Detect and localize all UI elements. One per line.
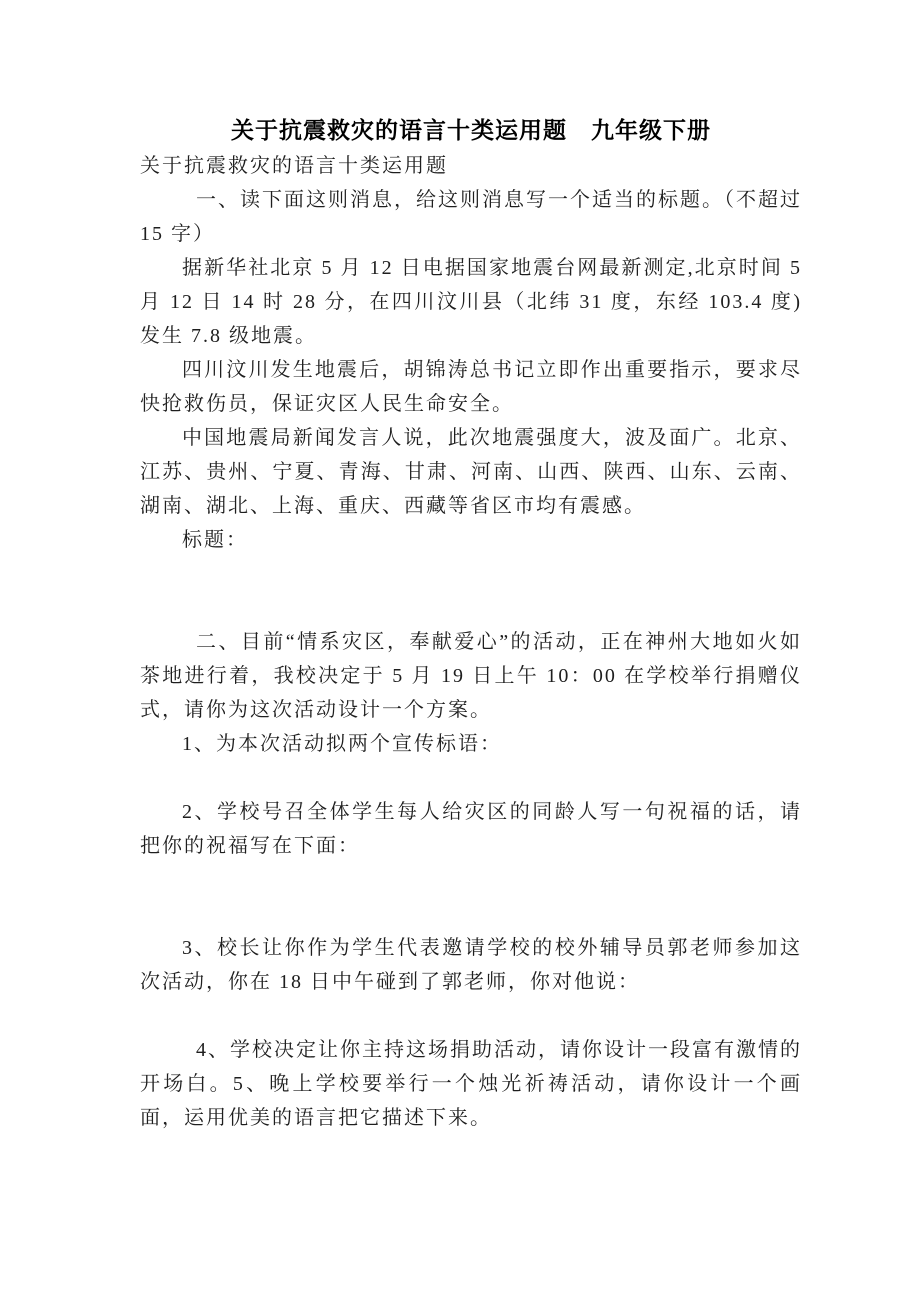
blank-line [140,863,802,897]
blank-line [140,761,802,795]
document-title: 关于抗震救灾的语言十类运用题 九年级下册 [231,118,711,143]
paragraph: 四川汶川发生地震后，胡锦涛总书记立即作出重要指示，要求尽快抢救伤员，保证灾区人民生命安全。 [140,359,802,415]
paragraph: 一、读下面这则消息，给这则消息写一个适当的标题。（不超过 15 字） [140,189,802,245]
paragraph: 二、目前“情系灾区，奉献爱心”的活动，正在神州大地如火如茶地进行着，我校决定于 5 月 19 日上午 10：00 在学校举行捐赠仪式，请你为这次活动设计一个方案。 [140,631,802,721]
paragraph: 据新华社北京 5 月 12 日电据国家地震台网最新测定,北京时间 5 月 12 日 14 时 28 分，在四川汶川县（北纬 31 度，东经 103.4 度)发生 7.8 级地震。 [140,257,802,347]
paragraph: 1、为本次活动拟两个宣传标语： [182,733,502,755]
blank-line [140,591,802,625]
paragraph: 标题： [182,529,248,551]
blank-line [140,897,802,931]
paragraph: 4、学校决定让你主持这场捐助活动，请你设计一段富有激情的开场白。5、晚上学校要举行一个烛光祈祷活动，请你设计一个画面，运用优美的语言把它描述下来。 [140,1039,802,1129]
document-body [140,149,802,1135]
paragraph: 中国地震局新闻发言人说，此次地震强度大，波及面广。北京、江苏、贵州、宁夏、青海、甘肃、河南、山西、陕西、山东、云南、湖南、湖北、上海、重庆、西藏等省区市均有震感。 [140,427,802,517]
blank-line [140,999,802,1033]
paragraph: 关于抗震救灾的语言十类运用题 [140,155,448,177]
blank-line [140,557,802,591]
paragraph: 2、学校号召全体学生每人给灾区的同龄人写一句祝福的话，请把你的祝福写在下面： [140,801,802,857]
paragraph: 3、校长让你作为学生代表邀请学校的校外辅导员郭老师参加这次活动，你在 18 日中午碰到了郭老师，你对他说： [140,937,802,993]
